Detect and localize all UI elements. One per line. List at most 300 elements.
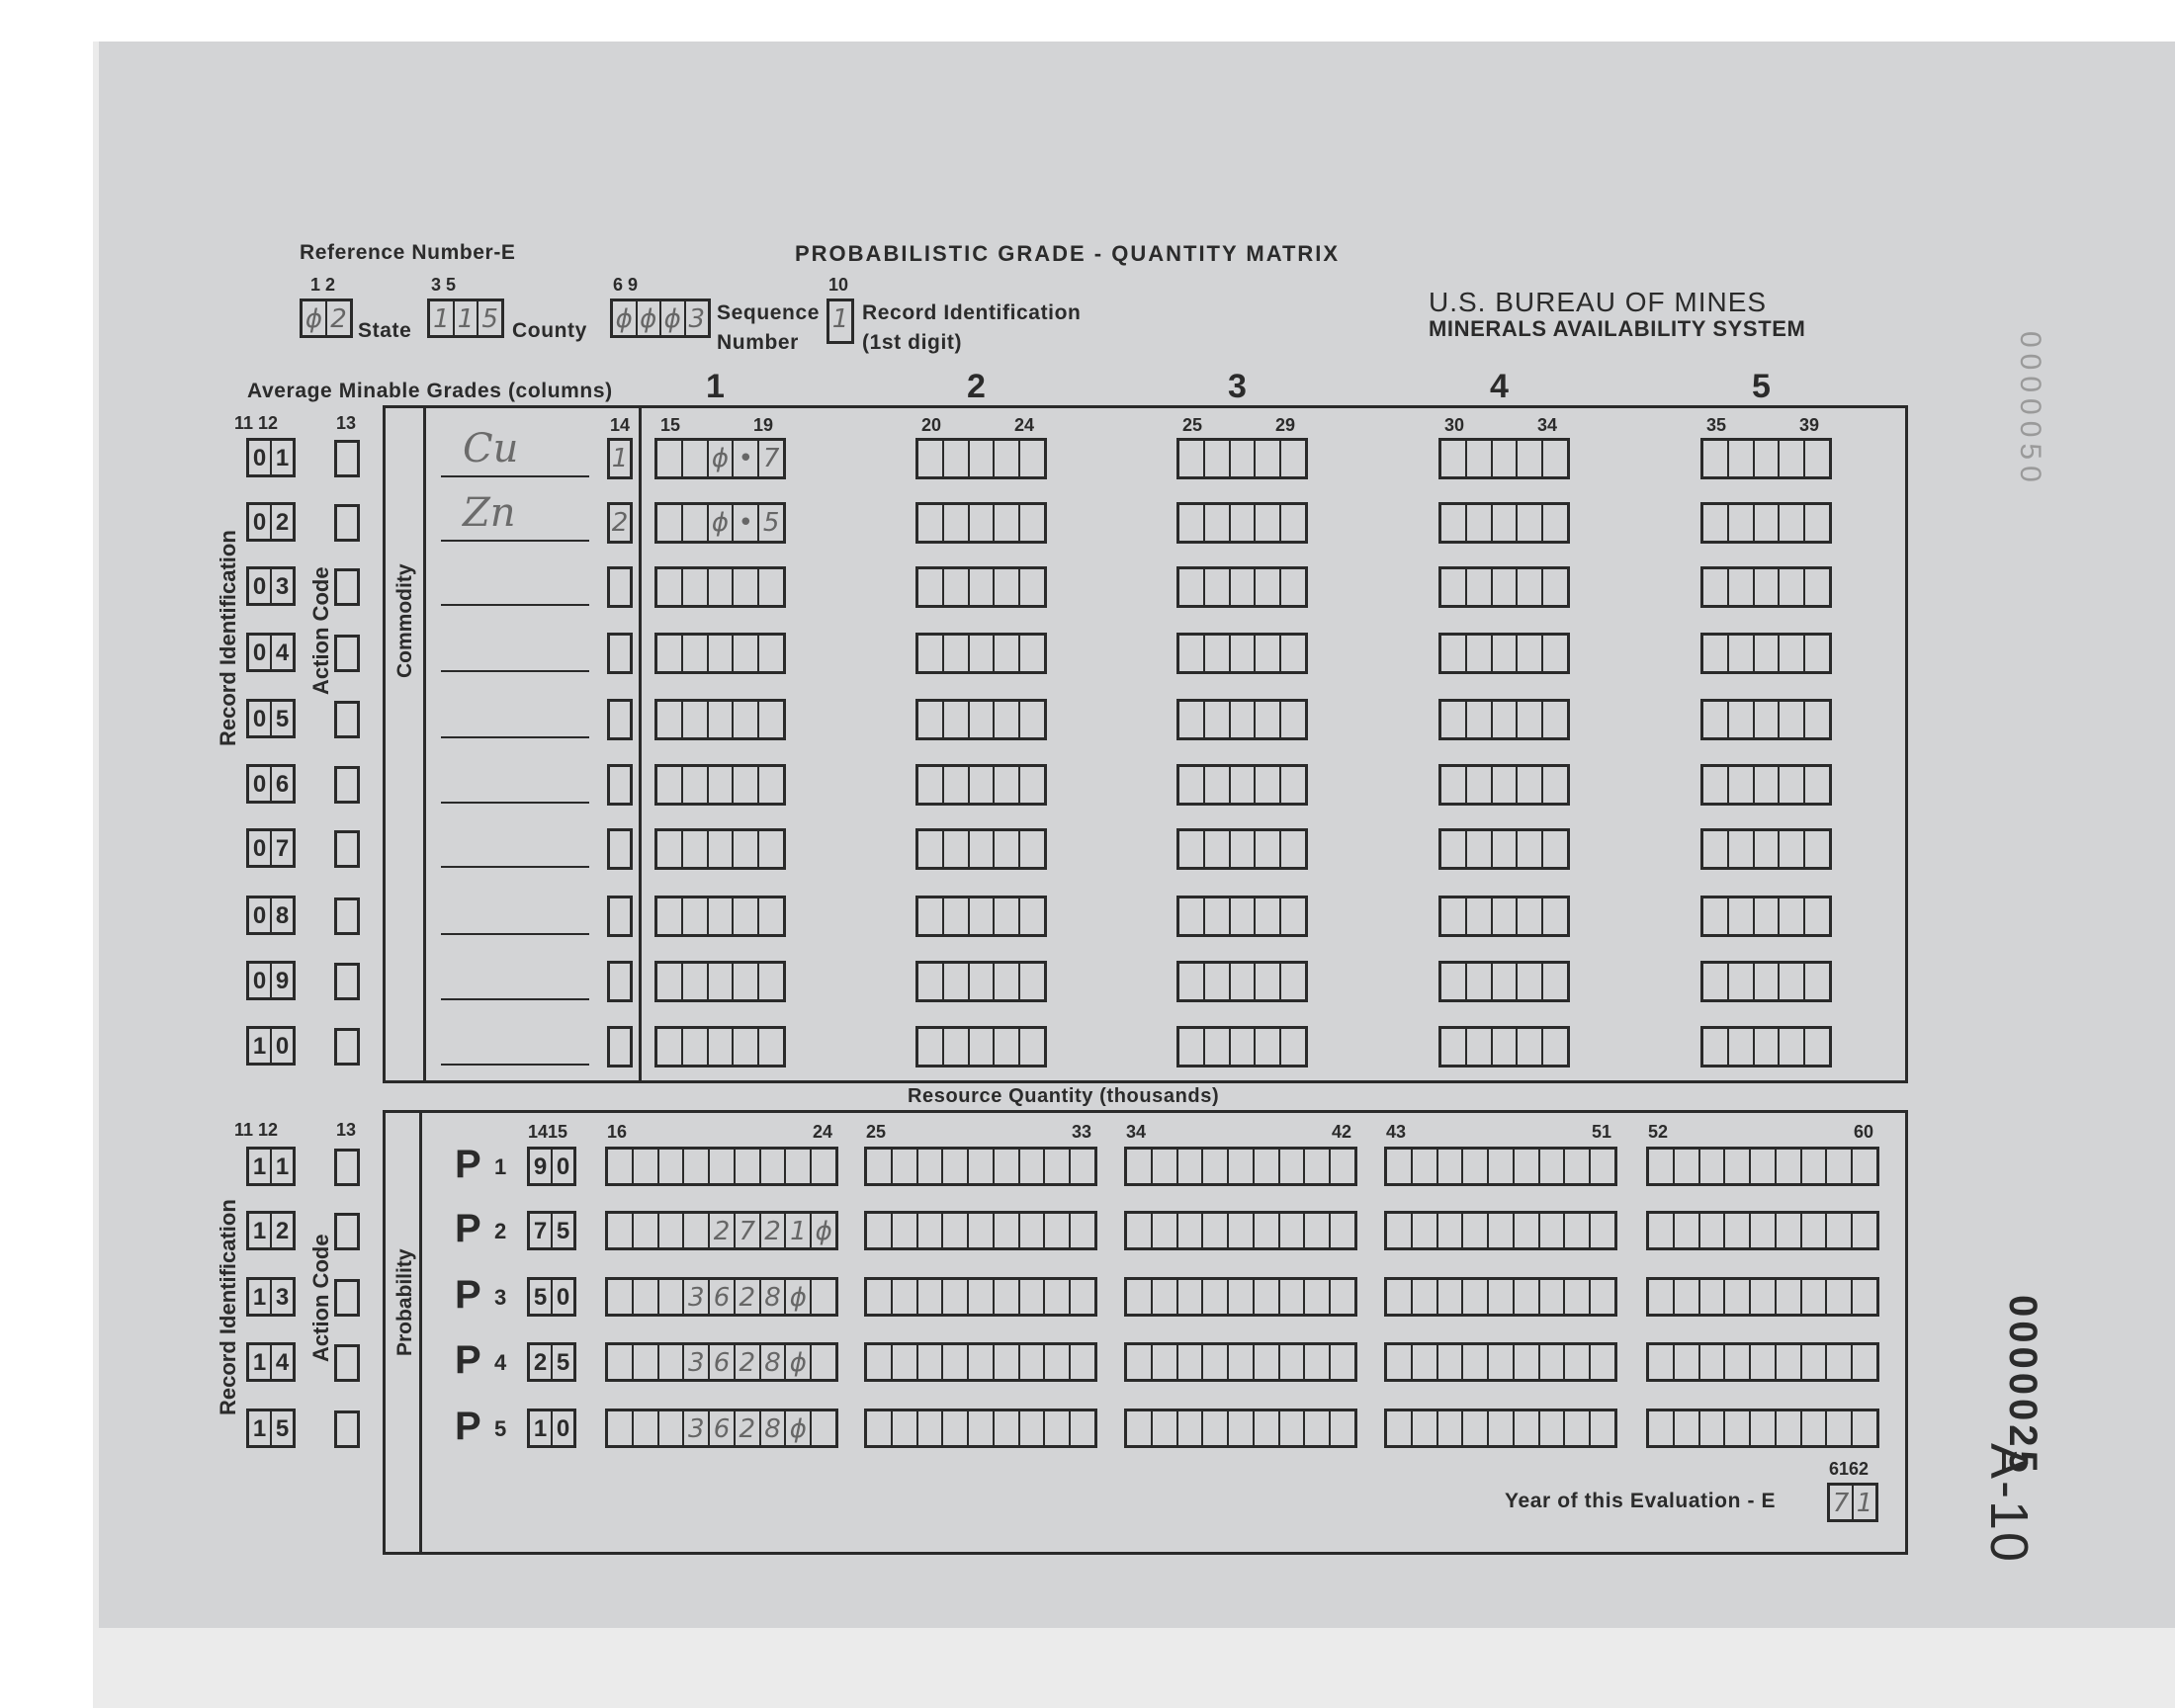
year-of-evaluation-boxes[interactable] [1827,1483,1878,1522]
grade-cells[interactable] [1176,1026,1308,1068]
commodity-code-box[interactable] [607,566,633,608]
grade-cells[interactable] [1700,438,1832,479]
grade-digit [1493,569,1519,605]
grade-digit [1780,636,1805,671]
sequence-number-boxes[interactable] [610,299,711,338]
commodity-code-box[interactable] [607,633,633,674]
grade-digit [1231,702,1257,737]
commodity-line [441,1064,589,1066]
grade-digit [1020,702,1044,737]
grade-digit [1518,569,1543,605]
quantity-digit [1331,1214,1354,1247]
grade-digit [944,898,970,934]
grade-cells[interactable] [915,502,1047,544]
grade-digit [683,505,709,541]
quantity-digit: 3 [684,1345,710,1379]
grade-col-start: 15 [660,415,681,435]
grade-digit [1518,702,1543,737]
commodity-code-box[interactable] [607,502,633,544]
grade-cells[interactable] [1438,502,1570,544]
quantity-digit [1725,1214,1751,1247]
quantity-digit [684,1150,710,1183]
commodity-code-digit [610,702,630,737]
commodity-line [441,670,589,672]
grade-digit [1281,702,1305,737]
grade-digit [734,702,759,737]
reference-number-boxes[interactable] [300,299,353,338]
grade-digit [709,964,735,999]
quantity-cells[interactable] [1646,1409,1879,1448]
probability-percent-box[interactable] [527,1409,576,1448]
quantity-digit [1591,1280,1614,1314]
grade-cells[interactable] [1438,828,1570,870]
grade-cells[interactable] [654,828,786,870]
grade-digit [1441,702,1467,737]
grade-cells[interactable] [1176,828,1308,870]
commodity-value[interactable]: Zn [463,490,516,536]
quantity-digit [1229,1411,1255,1445]
record-id-digit: 0 [249,636,272,669]
record-id-digit: 9 [275,968,290,994]
grade-cells[interactable] [1176,633,1308,674]
grade-cells[interactable] [1700,961,1832,1002]
grade-digit [995,1029,1020,1065]
quantity-digit [1178,1345,1204,1379]
quantity-cells[interactable] [864,1409,1097,1448]
quantity-digit [1255,1345,1280,1379]
grade-digit [918,831,944,867]
grade-digit [657,441,683,476]
quantity-digit [969,1214,995,1247]
probability-number: 3 [494,1285,507,1310]
record-id-box[interactable] [246,764,296,804]
action-code-box[interactable] [334,635,360,672]
quantity-digit: 2 [736,1345,761,1379]
quantity-cells[interactable] [1124,1211,1357,1250]
probability-percent-digit: 0 [556,1415,570,1442]
record-id-digit: 0 [249,569,272,603]
quantity-digit [1725,1150,1751,1183]
ref-digit: 2 [330,304,347,334]
quantity-cells[interactable] [1384,1211,1617,1250]
grade-column-number: 2 [967,368,986,405]
grade-cells[interactable] [1438,699,1570,740]
quantity-digit [1178,1214,1204,1247]
grade-column-number: 5 [1752,368,1771,405]
record-id-box[interactable] [246,1342,296,1382]
col-number-11-12-lower: 11 12 [234,1120,279,1140]
grade-digit [1729,636,1755,671]
grade-digit [970,569,996,605]
record-id-box[interactable] [246,896,296,935]
quantity-digit [1565,1150,1591,1183]
record-id-box[interactable] [246,828,296,868]
quantity-digit [812,1280,835,1314]
action-code-box[interactable] [334,568,360,606]
state-boxes[interactable] [427,299,504,338]
action-code-box[interactable] [334,1344,360,1382]
quantity-cells[interactable] [605,1211,838,1250]
grade-cells[interactable] [1438,566,1570,608]
grade-digit [1020,767,1044,803]
quantity-digit [969,1150,995,1183]
quantity-digit [1675,1150,1700,1183]
grade-cells[interactable] [654,896,786,937]
grade-cells[interactable] [1176,566,1308,608]
grade-cells[interactable] [654,502,786,544]
quantity-digit [1700,1280,1726,1314]
quantity-cells[interactable] [864,1277,1097,1317]
record-id-digit: 2 [275,509,290,536]
quantity-digit: 1 [786,1214,812,1247]
quantity-digit [659,1280,685,1314]
grade-cells[interactable] [915,1026,1047,1068]
grade-cells[interactable] [915,566,1047,608]
quantity-digit [1827,1411,1853,1445]
grade-cells[interactable] [1438,438,1570,479]
quantity-cells[interactable] [1124,1342,1357,1382]
grade-digit [1179,636,1205,671]
record-id-box[interactable] [246,699,296,738]
grade-col-end: 24 [1014,415,1035,435]
action-code-box[interactable] [334,830,360,868]
grade-digit: ϕ [709,441,735,476]
probability-percent-box[interactable] [527,1211,576,1250]
quantity-digit [608,1280,634,1314]
record-id-box[interactable] [246,633,296,672]
quantity-digit [736,1150,761,1183]
record-id-first-digit-box[interactable] [826,299,854,344]
action-code-box[interactable] [334,440,360,477]
quantity-digit [1540,1345,1566,1379]
quantity-digit [969,1411,995,1445]
grade-digit [918,898,944,934]
quantity-cells[interactable] [1384,1147,1617,1186]
qty-col-end: 42 [1332,1122,1352,1142]
record-id-box[interactable] [246,438,296,477]
grade-digit [1493,898,1519,934]
quantity-digit [1331,1150,1354,1183]
action-code-box[interactable] [334,897,360,935]
grade-cells[interactable] [654,961,786,1002]
grade-col-end: 39 [1799,415,1820,435]
quantity-cells[interactable] [1646,1211,1879,1250]
probability-percent-box[interactable] [527,1342,576,1382]
grade-digit [1441,441,1467,476]
grade-digit [1493,831,1519,867]
grade-cells[interactable] [915,764,1047,806]
action-code-box[interactable] [334,701,360,738]
quantity-digit [1045,1345,1071,1379]
commodity-vertical-label: Commodity [393,563,416,678]
quantity-digit [1827,1150,1853,1183]
quantity-digit [1591,1214,1614,1247]
grade-digit [759,898,783,934]
grade-cells[interactable] [1700,502,1832,544]
quantity-cells[interactable] [864,1147,1097,1186]
grade-digit [995,702,1020,737]
quantity-digit [1387,1214,1413,1247]
grade-cells[interactable] [654,438,786,479]
action-code-box[interactable] [334,1279,360,1317]
commodity-code-box[interactable] [607,699,633,740]
quantity-digit [1675,1411,1700,1445]
grade-cells[interactable] [654,566,786,608]
commodity-code-box[interactable] [607,961,633,1002]
quantity-digit [1565,1280,1591,1314]
quantity-digit [995,1214,1020,1247]
quantity-cells[interactable] [1646,1147,1879,1186]
grade-cells[interactable] [1176,896,1308,937]
grade-cells[interactable] [1438,764,1570,806]
quantity-cells[interactable] [1384,1409,1617,1448]
quantity-digit [1649,1150,1675,1183]
grade-digit [657,767,683,803]
probability-percent-box[interactable] [527,1147,576,1186]
action-code-box[interactable] [334,1213,360,1250]
col-number-13-lower: 13 [336,1120,357,1140]
grade-digit [1755,636,1781,671]
action-code-box[interactable] [334,1149,360,1186]
quantity-digit [1591,1150,1614,1183]
quantity-digit: 2 [736,1280,761,1314]
action-code-box[interactable] [334,1028,360,1066]
quantity-digit [684,1214,710,1247]
grade-cells[interactable] [1700,828,1832,870]
grade-cells[interactable] [654,1026,786,1068]
grade-column-number: 1 [706,368,725,405]
quantity-digit: ϕ [786,1280,812,1314]
quantity-digit [1020,1214,1046,1247]
grade-digit [1543,831,1567,867]
quantity-digit [1020,1345,1046,1379]
grade-digit [1020,569,1044,605]
quantity-cells[interactable] [1124,1277,1357,1317]
grade-cells[interactable] [1176,699,1308,740]
grade-digit [657,964,683,999]
quantity-digit [634,1411,659,1445]
grade-cells[interactable] [915,896,1047,937]
grade-cells[interactable] [915,633,1047,674]
grade-digit [657,636,683,671]
quantity-cells[interactable] [1384,1342,1617,1382]
qty-col-end: 33 [1072,1122,1092,1142]
grade-digit [683,569,709,605]
quantity-cells[interactable] [1124,1409,1357,1448]
grade-digit [1755,1029,1781,1065]
record-id-digit: 7 [275,835,290,862]
action-code-box[interactable] [334,963,360,1000]
grade-cells[interactable] [915,699,1047,740]
grade-cells[interactable] [1700,699,1832,740]
grade-cells[interactable] [654,699,786,740]
quantity-digit [969,1280,995,1314]
grade-col-start: 35 [1706,415,1727,435]
quantity-digit [1853,1150,1876,1183]
quantity-digit [1700,1411,1726,1445]
quantity-digit [1591,1411,1614,1445]
grade-digit [1780,831,1805,867]
grade-digit [1543,702,1567,737]
col-number-1-2: 1 2 [310,275,336,295]
commodity-line [441,736,589,738]
grade-digit [709,831,735,867]
grade-digit [657,1029,683,1065]
grade-digit [1805,505,1829,541]
commodity-value[interactable]: Cu [463,426,519,471]
record-id-digit: 6 [275,771,290,798]
grade-cells[interactable] [1176,502,1308,544]
grade-digit [1231,767,1257,803]
quantity-digit [1751,1411,1777,1445]
commodity-divider [423,405,426,1083]
quantity-digit [918,1150,944,1183]
quantity-digit [1515,1150,1540,1183]
grade-digit [683,1029,709,1065]
record-id-digit: 5 [275,1415,290,1442]
grade-cells[interactable] [1176,764,1308,806]
grade-cells[interactable] [1700,566,1832,608]
grade-digit [1467,1029,1493,1065]
quantity-digit [1802,1214,1828,1247]
commodity-code-box[interactable] [607,828,633,870]
grade-digit [918,702,944,737]
year-col-numbers: 6162 [1829,1459,1870,1479]
probability-percent-digit: 5 [556,1349,570,1376]
record-id-box[interactable] [246,1277,296,1317]
grade-digit [1703,831,1729,867]
quantity-digit [1127,1280,1153,1314]
quantity-cells[interactable] [864,1211,1097,1250]
grade-cells[interactable] [915,438,1047,479]
commodity-code-box[interactable] [607,1026,633,1068]
grade-cells[interactable] [915,828,1047,870]
quantity-digit [943,1345,969,1379]
quantity-digit: ϕ [786,1345,812,1379]
action-code-box[interactable] [334,1410,360,1448]
grade-digit [1805,964,1829,999]
grade-digit [657,831,683,867]
qty-col-end: 51 [1592,1122,1612,1142]
quantity-cells[interactable] [605,1277,838,1317]
quantity-cells[interactable] [864,1342,1097,1382]
record-id-box[interactable] [246,1409,296,1448]
quantity-digit [608,1345,634,1379]
commodity-code-box[interactable] [607,896,633,937]
probability-percent-digit: 2 [530,1345,553,1379]
quantity-digit [867,1345,893,1379]
year-of-evaluation-label: Year of this Evaluation - E [1505,1490,1777,1512]
record-id-box[interactable] [246,961,296,1000]
grade-digit [1179,767,1205,803]
record-first-digit: 1 [831,304,849,334]
col-number-13: 13 [336,413,357,433]
record-id-box[interactable] [246,566,296,606]
quantity-digit [1463,1150,1489,1183]
form-title: PROBABILISTIC GRADE - QUANTITY MATRIX [795,241,1341,266]
quantity-digit [1178,1280,1204,1314]
quantity-digit [1827,1345,1853,1379]
probability-percent-box[interactable] [527,1277,576,1317]
commodity-code-digit [610,898,630,934]
quantity-cells[interactable] [605,1409,838,1448]
grade-cells[interactable] [1176,438,1308,479]
action-code-vertical-label-lower: Action Code [308,1234,333,1362]
grade-cells[interactable] [1438,633,1570,674]
record-id-box[interactable] [246,502,296,542]
quantity-digit [659,1214,685,1247]
quantity-digit [1229,1280,1255,1314]
quantity-digit [1255,1411,1280,1445]
state-digit: 1 [455,301,479,335]
grade-digit [1256,831,1281,867]
grade-cells[interactable] [654,633,786,674]
commodity-code-box[interactable] [607,438,633,479]
commodity-code-box[interactable] [607,764,633,806]
record-id-box[interactable] [246,1211,296,1250]
grade-digit [1729,964,1755,999]
grade-digit [1518,1029,1543,1065]
action-code-box[interactable] [334,766,360,804]
quantity-digit [1280,1214,1306,1247]
quantity-digit [634,1150,659,1183]
grade-col-start: 30 [1444,415,1465,435]
quantity-digit [659,1150,685,1183]
grade-cells[interactable] [1700,633,1832,674]
grade-cells[interactable] [1700,896,1832,937]
quantity-digit [608,1214,634,1247]
quantity-cells[interactable] [605,1147,838,1186]
quantity-digit [1331,1411,1354,1445]
grade-cells[interactable] [654,764,786,806]
record-id-digit: 1 [275,445,290,471]
grade-digit [918,1029,944,1065]
grade-digit [944,569,970,605]
grade-cells[interactable] [1176,961,1308,1002]
col-number-14-15: 1415 [528,1122,568,1142]
grade-cells[interactable] [1438,961,1570,1002]
probability-number: 2 [494,1219,507,1243]
quantity-cells[interactable] [605,1342,838,1382]
grade-cells[interactable] [915,961,1047,1002]
grade-digit [1256,702,1281,737]
page-code: A-10 [1979,1443,2039,1565]
grade-cells[interactable] [1438,1026,1570,1068]
quantity-digit [1802,1411,1828,1445]
quantity-digit [1540,1214,1566,1247]
grade-digit [734,636,759,671]
state-digit: 1 [430,301,455,335]
quantity-cells[interactable] [1646,1277,1879,1317]
quantity-digit [1438,1280,1464,1314]
quantity-digit [1127,1345,1153,1379]
grade-cells[interactable] [1700,1026,1832,1068]
record-id-box[interactable] [246,1026,296,1066]
grade-digit [1441,636,1467,671]
action-code-box[interactable] [334,504,360,542]
grade-cells[interactable] [1438,896,1570,937]
quantity-digit [1413,1214,1438,1247]
quantity-digit: 6 [710,1345,736,1379]
quantity-cells[interactable] [1124,1147,1357,1186]
grade-digit [1729,767,1755,803]
quantity-cells[interactable] [1384,1277,1617,1317]
record-id-box[interactable] [246,1147,296,1186]
grade-cells[interactable] [1700,764,1832,806]
quantity-cells[interactable] [1646,1342,1879,1382]
grade-digit [734,898,759,934]
col-number-10: 10 [828,275,849,295]
